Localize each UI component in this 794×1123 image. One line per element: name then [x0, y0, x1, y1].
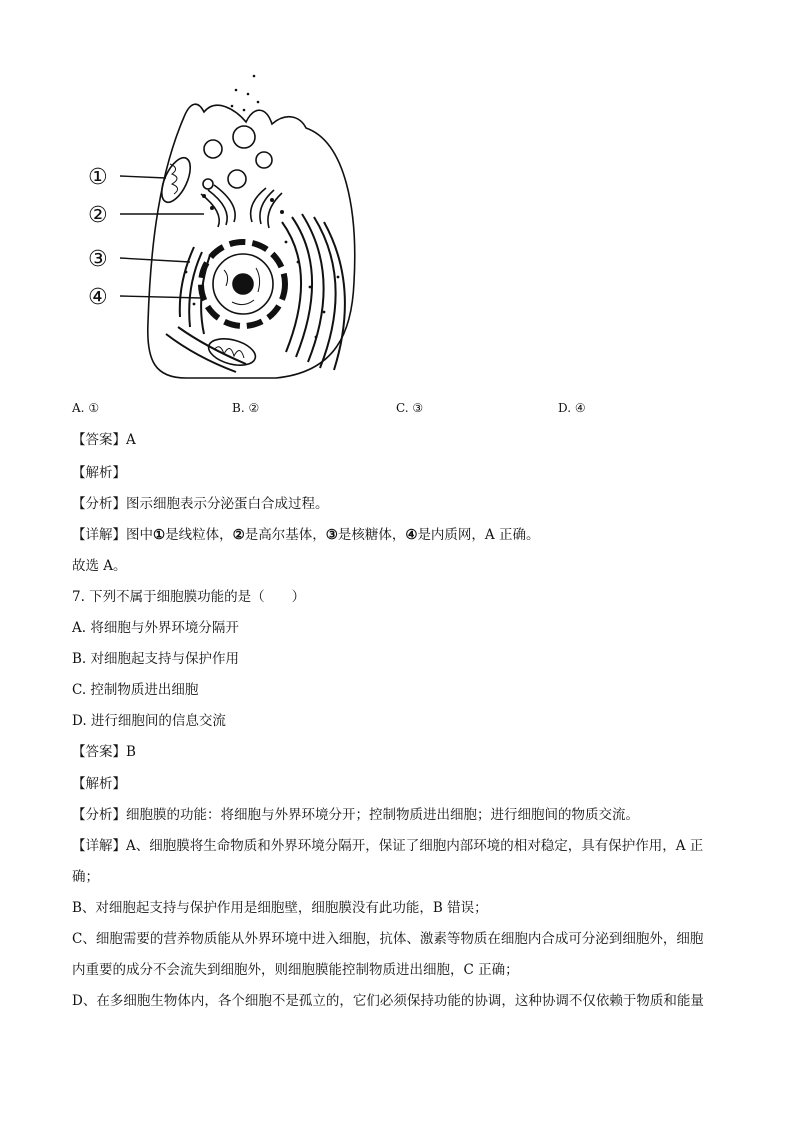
- mitochondrion-2: [206, 334, 259, 370]
- q7-xiangjie-line-3: B、对细胞起支持与保护作用是细胞壁，细胞膜没有此功能，B 错误；: [72, 900, 488, 916]
- q7-xiangjie-line-4: C、细胞需要的营养物质能从外界环境中进入细胞，抗体、激素等物质在细胞内合成可分泌到细胞外，细胞: [72, 931, 704, 947]
- option-a[interactable]: A. ①: [72, 401, 100, 415]
- q7-answer: 【答案】B: [72, 744, 136, 760]
- vesicle: [204, 140, 222, 158]
- option-d[interactable]: D. ④: [558, 401, 586, 415]
- q7-xiangjie-line-2: 确；: [72, 869, 99, 885]
- q7-option-d[interactable]: D. 进行细胞间的信息交流: [72, 713, 226, 729]
- golgi-right: [251, 188, 282, 228]
- golgi-left: [201, 185, 235, 227]
- q6-xiangjie: 【详解】图中①是线粒体，②是高尔基体，③是核糖体，④是内质网，A 正确。: [72, 527, 540, 543]
- q6-conclusion: 故选 A。: [72, 558, 127, 574]
- q6-fenxi: 【分析】图示细胞表示分泌蛋白合成过程。: [72, 496, 329, 512]
- cell-diagram: [86, 72, 376, 392]
- label-4: ④: [88, 285, 108, 310]
- q7-option-c[interactable]: C. 控制物质进出细胞: [72, 682, 199, 698]
- q7-xiangjie-line-1: 【详解】A、细胞膜将生命物质和外界环境分隔开，保证了细胞内部环境的相对稳定，具有保护作用，A 正: [72, 838, 704, 854]
- vesicle: [203, 179, 213, 189]
- er-left: [180, 247, 210, 334]
- q7-option-a[interactable]: A. 将细胞与外界环境分隔开: [72, 620, 239, 636]
- option-c[interactable]: C. ③: [396, 401, 424, 415]
- q7-analysis-heading: 【解析】: [72, 776, 126, 792]
- q6-answer: 【答案】A: [72, 432, 136, 448]
- vesicle: [228, 170, 246, 188]
- label-2: ②: [88, 203, 108, 228]
- label-3: ③: [88, 247, 108, 272]
- mitochondrion-1: [156, 154, 196, 207]
- q7-option-b[interactable]: B. 对细胞起支持与保护作用: [72, 651, 240, 667]
- vesicle: [233, 126, 255, 148]
- q7-xiangjie-line-5: 内重要的成分不会流失到细胞外，则细胞膜能控制物质进出细胞，C 正确；: [72, 962, 519, 978]
- q7-fenxi: 【分析】细胞膜的功能：将细胞与外界环境分开；控制物质进出细胞；进行细胞间的物质交流。: [72, 807, 639, 823]
- vesicle: [256, 152, 272, 168]
- label-1: ①: [88, 165, 108, 190]
- q6-analysis-heading: 【解析】: [72, 465, 126, 481]
- q6-options: [72, 401, 712, 419]
- secretion-dots: [231, 75, 260, 112]
- er-right: [282, 214, 345, 370]
- q7-xiangjie-line-6: D、在多细胞生物体内，各个细胞不是孤立的，它们必须保持功能的协调，这种协调不仅依赖于物质和能量: [72, 993, 704, 1009]
- option-b[interactable]: B. ②: [232, 401, 260, 415]
- q7-stem: 7. 下列不属于细胞膜功能的是（ ）: [72, 589, 306, 605]
